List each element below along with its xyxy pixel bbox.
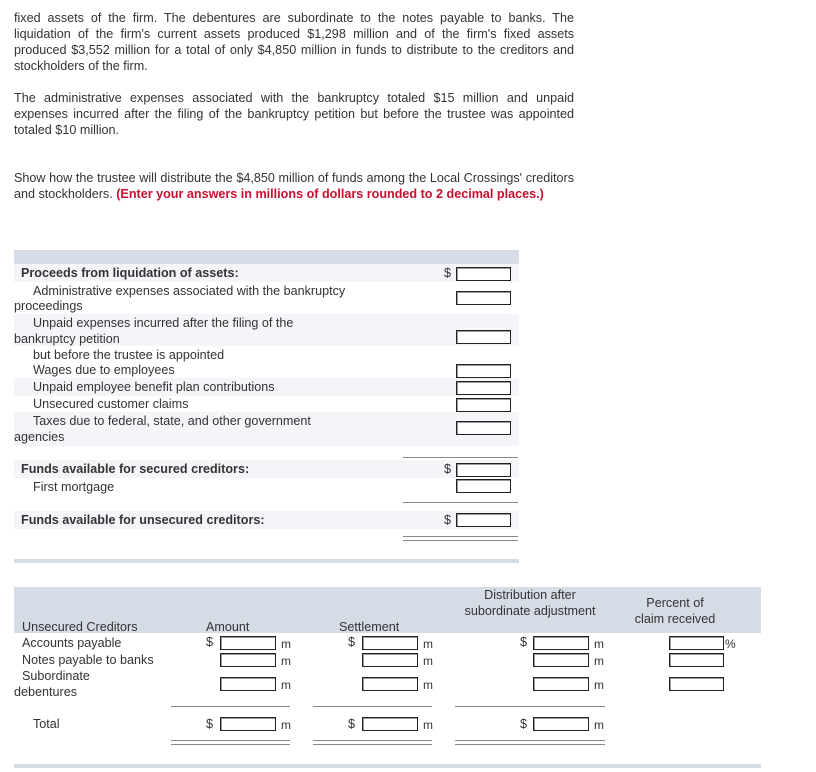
unpaid-expenses-input[interactable]	[456, 330, 511, 344]
total-double-line	[313, 740, 432, 741]
benefit-plan-input[interactable]	[456, 381, 511, 395]
unpaid-expenses-label: Unpaid expenses incurred after the filing of the	[33, 316, 294, 330]
currency-symbol: $	[348, 635, 356, 649]
unsecured-funds-input[interactable]	[456, 513, 511, 527]
unpaid-expenses-label-cont: bankruptcy petition	[14, 332, 120, 346]
unpaid-expenses-label-cont2: but before the trustee is appointed	[33, 348, 225, 362]
total-double-line	[171, 740, 290, 741]
accounts-payable-percent-input[interactable]	[669, 636, 724, 650]
proceeds-input[interactable]	[456, 267, 511, 281]
proceeds-label: Proceeds from liquidation of assets:	[21, 266, 239, 280]
intro-paragraph-2: The administrative expenses associated with the bankruptcy totaled $15 million and unpaid expenses incurred after the filing of the bankruptcy petition but before the trustee was appointed totaled $10 million.	[14, 91, 574, 137]
millions-unit: m	[594, 654, 604, 668]
notes-payable-amount-input[interactable]	[220, 653, 276, 667]
secured-funds-input[interactable]	[456, 463, 511, 477]
subordinate-debentures-label: Subordinate	[22, 669, 90, 683]
millions-unit: m	[281, 678, 291, 692]
creditors-column-header: Unsecured Creditors	[22, 620, 138, 634]
total-double-line	[403, 540, 518, 541]
first-mortgage-input[interactable]	[456, 479, 511, 493]
total-amount-input[interactable]	[220, 717, 276, 731]
subtotal-line	[403, 502, 518, 503]
instructions-note: (Enter your answers in millions of dollars rounded to 2 decimal places.)	[116, 187, 544, 201]
wages-label: Wages due to employees	[33, 363, 175, 377]
total-settlement-input[interactable]	[362, 717, 418, 731]
distribution-header	[450, 587, 610, 619]
settlement-column-header: Settlement	[339, 620, 400, 634]
instructions-paragraph	[14, 170, 574, 202]
millions-unit: m	[423, 678, 433, 692]
table1-header-bar	[14, 250, 519, 264]
currency-symbol: $	[206, 717, 214, 731]
accounts-payable-settlement-input[interactable]	[362, 636, 418, 650]
debentures-settlement-input[interactable]	[362, 677, 418, 691]
accounts-payable-amount-input[interactable]	[220, 636, 276, 650]
wages-input[interactable]	[456, 364, 511, 378]
subtotal-line	[455, 706, 605, 707]
benefit-plan-label: Unpaid employee benefit plan contributions	[33, 380, 275, 394]
currency-symbol: $	[348, 717, 356, 731]
subtotal-line	[171, 706, 290, 707]
currency-symbol: $	[520, 635, 528, 649]
currency-symbol: $	[444, 513, 452, 527]
distribution-header-line2: subordinate adjustment	[464, 604, 596, 618]
currency-symbol: $	[444, 462, 452, 476]
notes-payable-settlement-input[interactable]	[362, 653, 418, 667]
amount-column-header: Amount	[206, 620, 250, 634]
taxes-input[interactable]	[456, 421, 511, 435]
total-double-line	[171, 744, 290, 745]
millions-unit: m	[281, 654, 291, 668]
admin-expenses-label: Administrative expenses associated with the bankruptcy	[33, 284, 346, 298]
millions-unit: m	[281, 718, 291, 732]
table2-footer-bar	[14, 764, 761, 768]
table1-footer-bar	[14, 559, 519, 563]
accounts-payable-label: Accounts payable	[22, 636, 122, 650]
millions-unit: m	[594, 718, 604, 732]
total-label: Total	[33, 717, 60, 731]
percent-header-line2: claim received	[634, 612, 716, 626]
millions-unit: m	[423, 718, 433, 732]
subtotal-line	[313, 706, 432, 707]
currency-symbol: $	[520, 717, 528, 731]
total-double-line	[403, 536, 518, 537]
millions-unit: m	[594, 678, 604, 692]
unsecured-funds-label: Funds available for unsecured creditors:	[21, 513, 265, 527]
percent-header-line1: Percent of	[646, 596, 704, 610]
admin-expenses-input[interactable]	[456, 291, 511, 305]
millions-unit: m	[423, 637, 433, 651]
instructions-text: Show how the trustee will distribute the $4,850 million of funds among the Local Crossings' creditors and stockholders.	[14, 171, 574, 201]
customer-claims-input[interactable]	[456, 398, 511, 412]
millions-unit: m	[594, 637, 604, 651]
admin-expenses-label-cont: proceedings	[14, 299, 83, 313]
total-double-line	[455, 740, 605, 741]
subordinate-debentures-label-cont: debentures	[14, 685, 78, 699]
debentures-amount-input[interactable]	[220, 677, 276, 691]
first-mortgage-label: First mortgage	[33, 480, 115, 494]
currency-symbol: $	[206, 635, 214, 649]
taxes-label-cont: agencies	[14, 430, 65, 444]
customer-claims-label: Unsecured customer claims	[33, 397, 189, 411]
total-distribution-input[interactable]	[533, 717, 589, 731]
distribution-header-line1: Distribution after	[484, 588, 576, 602]
debentures-distribution-input[interactable]	[533, 677, 589, 691]
millions-unit: m	[281, 637, 291, 651]
millions-unit: m	[423, 654, 433, 668]
accounts-payable-distribution-input[interactable]	[533, 636, 589, 650]
subtotal-line	[403, 457, 518, 458]
taxes-label: Taxes due to federal, state, and other government	[33, 414, 311, 428]
notes-payable-percent-input[interactable]	[669, 653, 724, 667]
secured-funds-label: Funds available for secured creditors:	[21, 462, 250, 476]
debentures-percent-input[interactable]	[669, 677, 724, 691]
percent-header	[615, 595, 735, 627]
notes-payable-distribution-input[interactable]	[533, 653, 589, 667]
total-double-line	[313, 744, 432, 745]
percent-unit: %	[725, 637, 736, 651]
total-double-line	[455, 744, 605, 745]
notes-payable-label: Notes payable to banks	[22, 653, 154, 667]
currency-symbol: $	[444, 266, 452, 280]
intro-paragraph-1: fixed assets of the firm. The debentures are subordinate to the notes payable to banks. The liquidation of the firm's current assets produced $1,298 million and of the firm's fixed assets produced $3,552 million for a total of only $4,850 million in funds to distribute to the creditors and stockholders of the firm.	[14, 11, 574, 73]
